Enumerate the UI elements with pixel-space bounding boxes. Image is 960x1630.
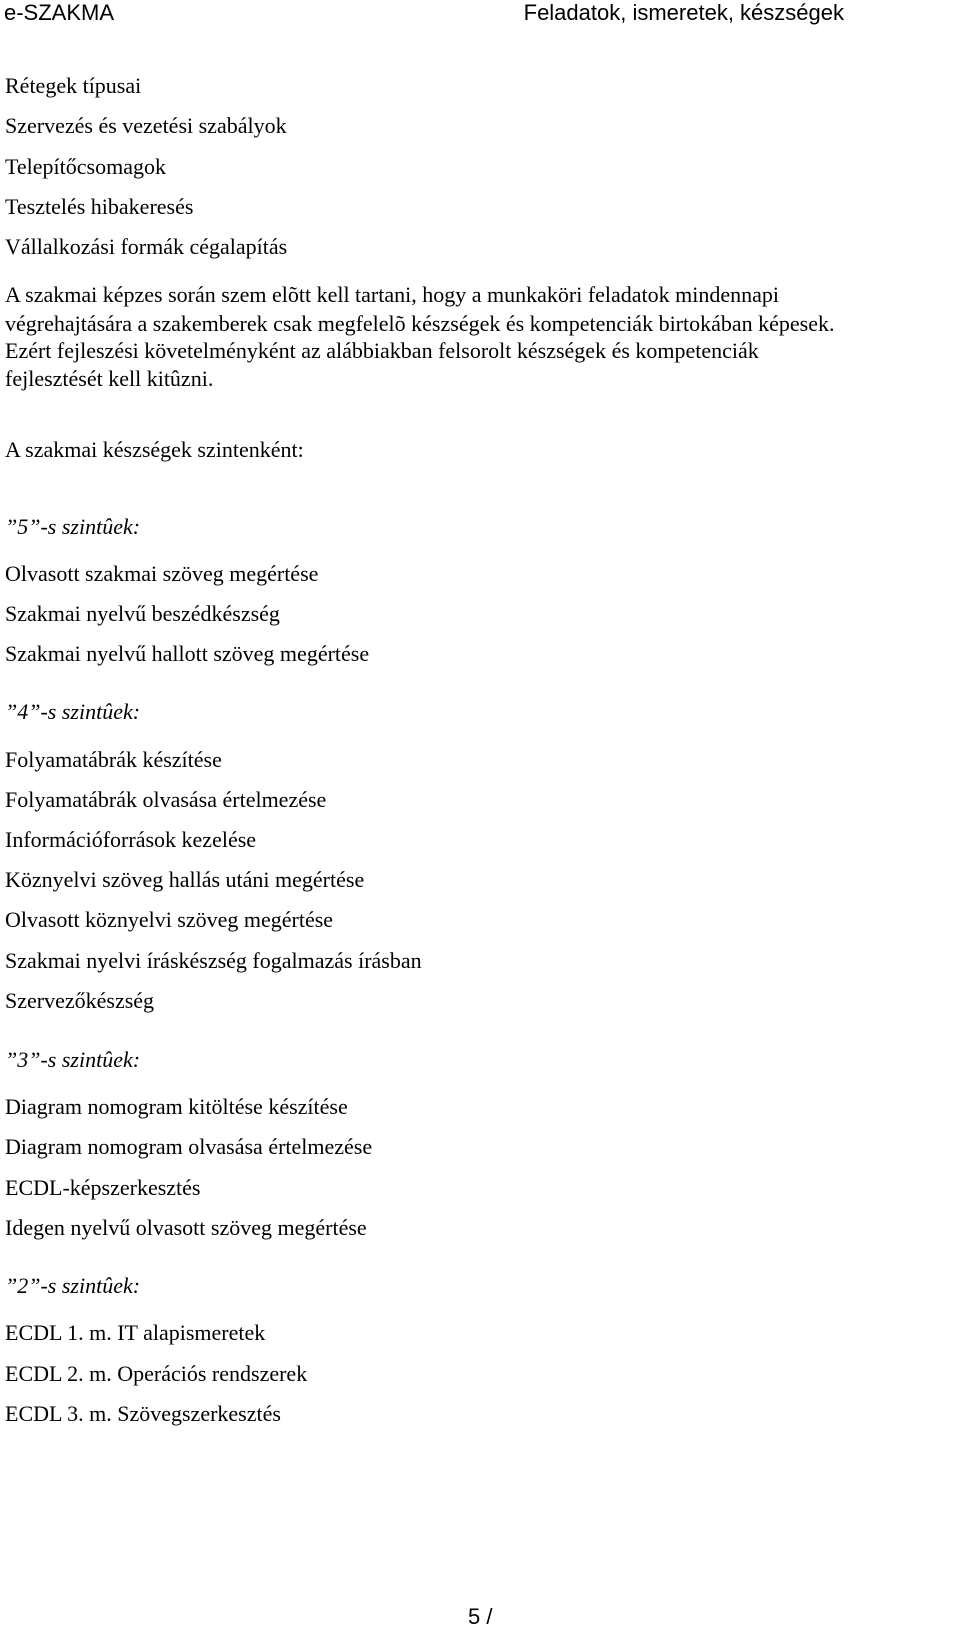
- level-heading: ”2”-s szintûek:: [5, 1273, 141, 1298]
- skills-title: A szakmai készségek szintenként:: [5, 437, 304, 462]
- skill-item: Olvasott köznyelvi szöveg megértése: [5, 907, 334, 932]
- skill-item: Folyamatábrák készítése: [5, 747, 222, 772]
- intro-line: végrehajtására a szakemberek csak megfelelõ készségek és kompetenciák birtokában képesek.: [5, 311, 835, 336]
- skill-item: ECDL 1. m. IT alapismeretek: [5, 1320, 266, 1345]
- level-heading: ”5”-s szintûek:: [5, 514, 141, 539]
- topic-item: Szervezés és vezetési szabályok: [5, 113, 287, 138]
- topic-item: Telepítőcsomagok: [5, 154, 166, 179]
- topic-item: Rétegek típusai: [5, 73, 142, 98]
- skill-item: Idegen nyelvű olvasott szöveg megértése: [5, 1215, 367, 1240]
- skill-item: Szakmai nyelvi íráskészség fogalmazás írásban: [5, 948, 422, 973]
- header-left-title: e-SZAKMA: [4, 0, 115, 25]
- skill-item: Szervezőkészség: [5, 988, 155, 1013]
- skill-item: Diagram nomogram olvasása értelmezése: [5, 1134, 373, 1159]
- level-heading: ”4”-s szintûek:: [5, 699, 141, 724]
- skill-item: ECDL 3. m. Szövegszerkesztés: [5, 1401, 281, 1426]
- topic-item: Tesztelés hibakeresés: [5, 194, 194, 219]
- skill-item: Szakmai nyelvű beszédkészség: [5, 601, 280, 626]
- level-heading: ”3”-s szintûek:: [5, 1047, 141, 1072]
- skill-item: Szakmai nyelvű hallott szöveg megértése: [5, 641, 370, 666]
- intro-line: fejlesztését kell kitûzni.: [5, 366, 214, 391]
- skill-item: Folyamatábrák olvasása értelmezése: [5, 787, 327, 812]
- skill-item: Diagram nomogram kitöltése készítése: [5, 1094, 348, 1119]
- skill-item: Köznyelvi szöveg hallás utáni megértése: [5, 867, 365, 892]
- topic-item: Vállalkozási formák cégalapítás: [5, 234, 288, 259]
- header-right-title: Feladatok, ismeretek, készségek: [523, 0, 844, 25]
- skill-item: Olvasott szakmai szöveg megértése: [5, 561, 319, 586]
- skill-item: ECDL 2. m. Operációs rendszerek: [5, 1361, 308, 1386]
- intro-line: Ezért fejleszési követelményként az alábbiakban felsorolt készségek és kompetenciák: [5, 338, 759, 363]
- page-number: 5 /: [468, 1604, 493, 1629]
- skill-item: ECDL-képszerkesztés: [5, 1175, 201, 1200]
- skill-item: Információforrások kezelése: [5, 827, 257, 852]
- intro-line: A szakmai képzes során szem elõtt kell tartani, hogy a munkaköri feladatok mindennapi: [5, 282, 780, 307]
